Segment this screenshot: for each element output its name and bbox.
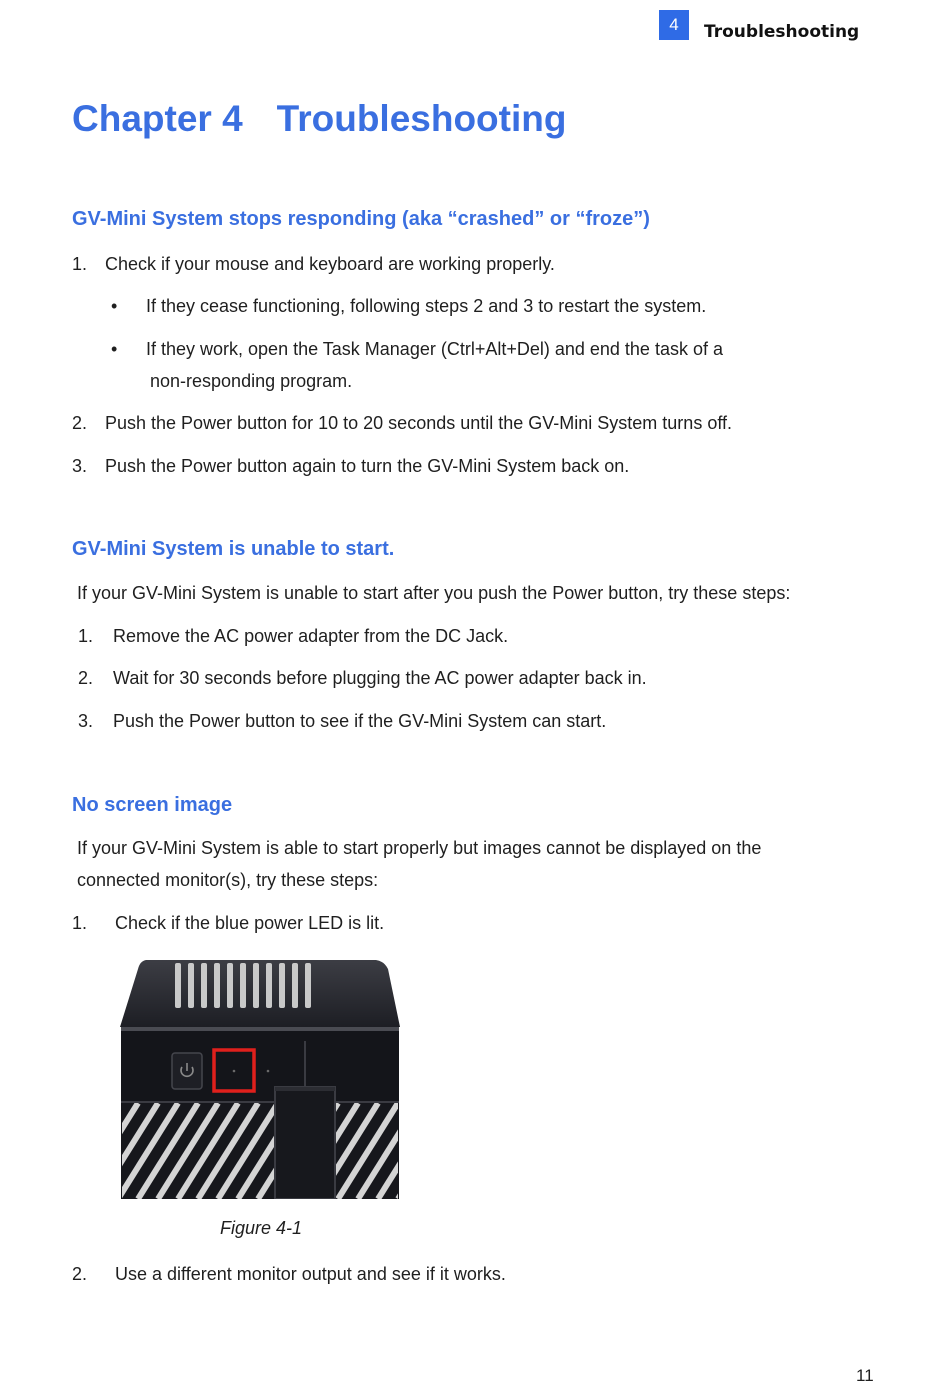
list-number: 1. <box>72 913 88 933</box>
section-intro: If your GV-Mini System is able to start properly but images cannot be displayed on the <box>77 838 762 858</box>
device-front-photo <box>118 955 402 1199</box>
list-item: Remove the AC power adapter from the DC Jack. <box>113 626 509 646</box>
list-item: Wait for 30 seconds before plugging the AC power adapter back in. <box>113 668 647 688</box>
list-number: 2. <box>78 668 94 688</box>
device-top-face <box>120 960 400 1027</box>
list-item-continuation: non-responding program. <box>150 371 353 391</box>
section-intro-continuation: connected monitor(s), try these steps: <box>77 870 379 890</box>
list-item: Push the Power button for 10 to 20 seconds until the GV-Mini System turns off. <box>105 413 733 433</box>
chapter-number: Chapter 4 <box>72 98 243 139</box>
list-item: Push the Power button again to turn the GV-Mini System back on. <box>105 456 630 476</box>
striped-panel <box>118 1103 402 1199</box>
list-item: Push the Power button to see if the GV-Mini System can start. <box>113 711 607 731</box>
section-heading-unable-to-start: GV-Mini System is unable to start. <box>72 538 395 560</box>
figure-caption: Figure 4-1 <box>220 1218 303 1238</box>
running-header-title: Troubleshooting <box>704 22 860 42</box>
page-number: 11 <box>856 1366 874 1385</box>
list-number: 2. <box>72 1264 88 1284</box>
bullet-icon: • <box>111 339 118 359</box>
list-item: If they cease functioning, following steps 2 and 3 to restart the system. <box>146 296 707 316</box>
section-intro: If your GV-Mini System is unable to start after you push the Power button, try these steps: <box>77 583 791 603</box>
list-number: 3. <box>72 456 88 476</box>
chapter-name: Troubleshooting <box>276 98 567 139</box>
chapter-title <box>72 98 566 140</box>
list-item: If they work, open the Task Manager (Ctrl+Alt+Del) and end the task of a <box>146 339 723 359</box>
list-number: 3. <box>78 711 94 731</box>
list-number: 1. <box>78 626 94 646</box>
section-heading-crashed: GV-Mini System stops responding (aka “crashed” or “froze”) <box>72 208 650 230</box>
list-item: Check if the blue power LED is lit. <box>115 913 385 933</box>
list-item: Check if your mouse and keyboard are working properly. <box>105 254 555 274</box>
list-number: 2. <box>72 413 88 433</box>
power-led-icon <box>233 1070 236 1073</box>
list-item: Use a different monitor output and see if it works. <box>115 1264 506 1284</box>
chapter-badge: 4 <box>659 10 689 40</box>
bullet-icon: • <box>111 296 118 316</box>
list-number: 1. <box>72 254 88 274</box>
section-heading-no-screen-image: No screen image <box>72 794 233 816</box>
center-panel <box>275 1087 335 1199</box>
